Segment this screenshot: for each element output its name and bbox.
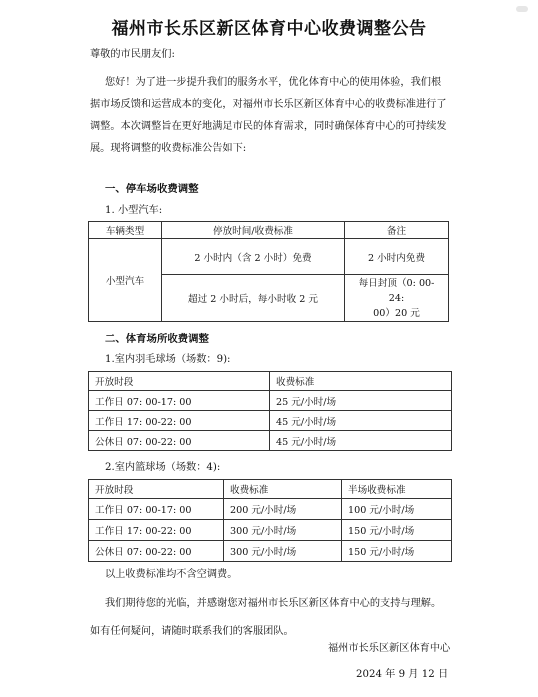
- closing-line-1: 我们期待您的光临，并感谢您对福州市长乐区新区体育中心的支持与理解。: [105, 598, 442, 609]
- header-cell: 收费标准: [270, 372, 452, 391]
- aircon-note: 以上收费标准均不含空调费。: [105, 569, 238, 580]
- basketball-table: [88, 479, 452, 562]
- fee-cell: 45 元/小时/场: [270, 431, 452, 451]
- half-fee-cell: 100 元/小时/场: [342, 499, 452, 520]
- period-cell: 工作日 17: 00-22: 00: [89, 520, 224, 541]
- period-cell: 工作日 07: 00-17: 00: [89, 391, 270, 411]
- table-row: [89, 391, 452, 411]
- header-cell: 半场收费标准: [342, 480, 452, 499]
- period-cell: 工作日 17: 00-22: 00: [89, 411, 270, 431]
- fee-cell: 300 元/小时/场: [224, 541, 342, 562]
- corner-decoration: [516, 6, 528, 12]
- half-fee-cell: 150 元/小时/场: [342, 520, 452, 541]
- header-cell: 收费标准: [224, 480, 342, 499]
- intro-line-3: 调整。本次调整旨在更好地满足市民的体育需求，同时确保体育中心的可持续发: [90, 121, 447, 132]
- period-cell: 公休日 07: 00-22: 00: [89, 541, 224, 562]
- badminton-table: [88, 371, 452, 451]
- period-cell: 公休日 07: 00-22: 00: [89, 431, 270, 451]
- parking-table: [88, 221, 449, 322]
- section1-heading: 一、停车场收费调整: [105, 183, 199, 195]
- section2-heading: 二、体育场所收费调整: [105, 333, 209, 345]
- intro-line-2: 据市场反馈和运营成本的变化，对福州市长乐区新区体育中心的收费标准进行了: [90, 99, 447, 110]
- fee-cell: 超过 2 小时后，每小时收 2 元: [162, 275, 345, 322]
- note-cell: [345, 275, 449, 322]
- half-fee-cell: 150 元/小时/场: [342, 541, 452, 562]
- section1-sub: 1. 小型汽车:: [105, 205, 163, 216]
- table-header-row: [89, 480, 452, 499]
- fee-cell: 45 元/小时/场: [270, 411, 452, 431]
- fee-cell: 2 小时内（含 2 小时）免费: [162, 239, 345, 275]
- header-cell: 停放时间/收费标准: [162, 222, 345, 239]
- table-row: [89, 520, 452, 541]
- intro-line-1: 您好！为了进一步提升我们的服务水平，优化体育中心的使用体验，我们根: [105, 77, 442, 88]
- table-row: [89, 239, 449, 275]
- vehicle-type-cell: 小型汽车: [89, 239, 162, 322]
- header-cell: 车辆类型: [89, 222, 162, 239]
- fee-cell: 300 元/小时/场: [224, 520, 342, 541]
- note-cell: 2 小时内免费: [345, 239, 449, 275]
- fee-cell: 25 元/小时/场: [270, 391, 452, 411]
- closing-line-2: 如有任何疑问，请随时联系我们的客服团队。: [90, 626, 294, 637]
- signature: 福州市长乐区新区体育中心: [328, 643, 451, 654]
- table-row: [89, 411, 452, 431]
- badminton-sub: 1.室内羽毛球场（场数：9):: [105, 354, 231, 365]
- date: 2024 年 9 月 12 日: [356, 669, 449, 680]
- table-row: [89, 431, 452, 451]
- fee-cell: 200 元/小时/场: [224, 499, 342, 520]
- header-cell: 备注: [345, 222, 449, 239]
- header-cell: 开放时段: [89, 480, 224, 499]
- note-line-1: 每日封顶（0: 00-24:: [358, 277, 435, 304]
- period-cell: 工作日 07: 00-17: 00: [89, 499, 224, 520]
- table-row: [89, 541, 452, 562]
- table-row: [89, 499, 452, 520]
- intro-line-4: 展。现将调整的收费标准公告如下:: [90, 143, 247, 154]
- table-header-row: [89, 372, 452, 391]
- table-header-row: [89, 222, 449, 239]
- header-cell: 开放时段: [89, 372, 270, 391]
- greeting: 尊敬的市民朋友们:: [90, 49, 175, 60]
- page-title: 福州市长乐区新区体育中心收费调整公告: [111, 19, 427, 39]
- basketball-sub: 2.室内篮球场（场数：4):: [105, 462, 221, 473]
- note-line-2: 00）20 元: [373, 307, 420, 319]
